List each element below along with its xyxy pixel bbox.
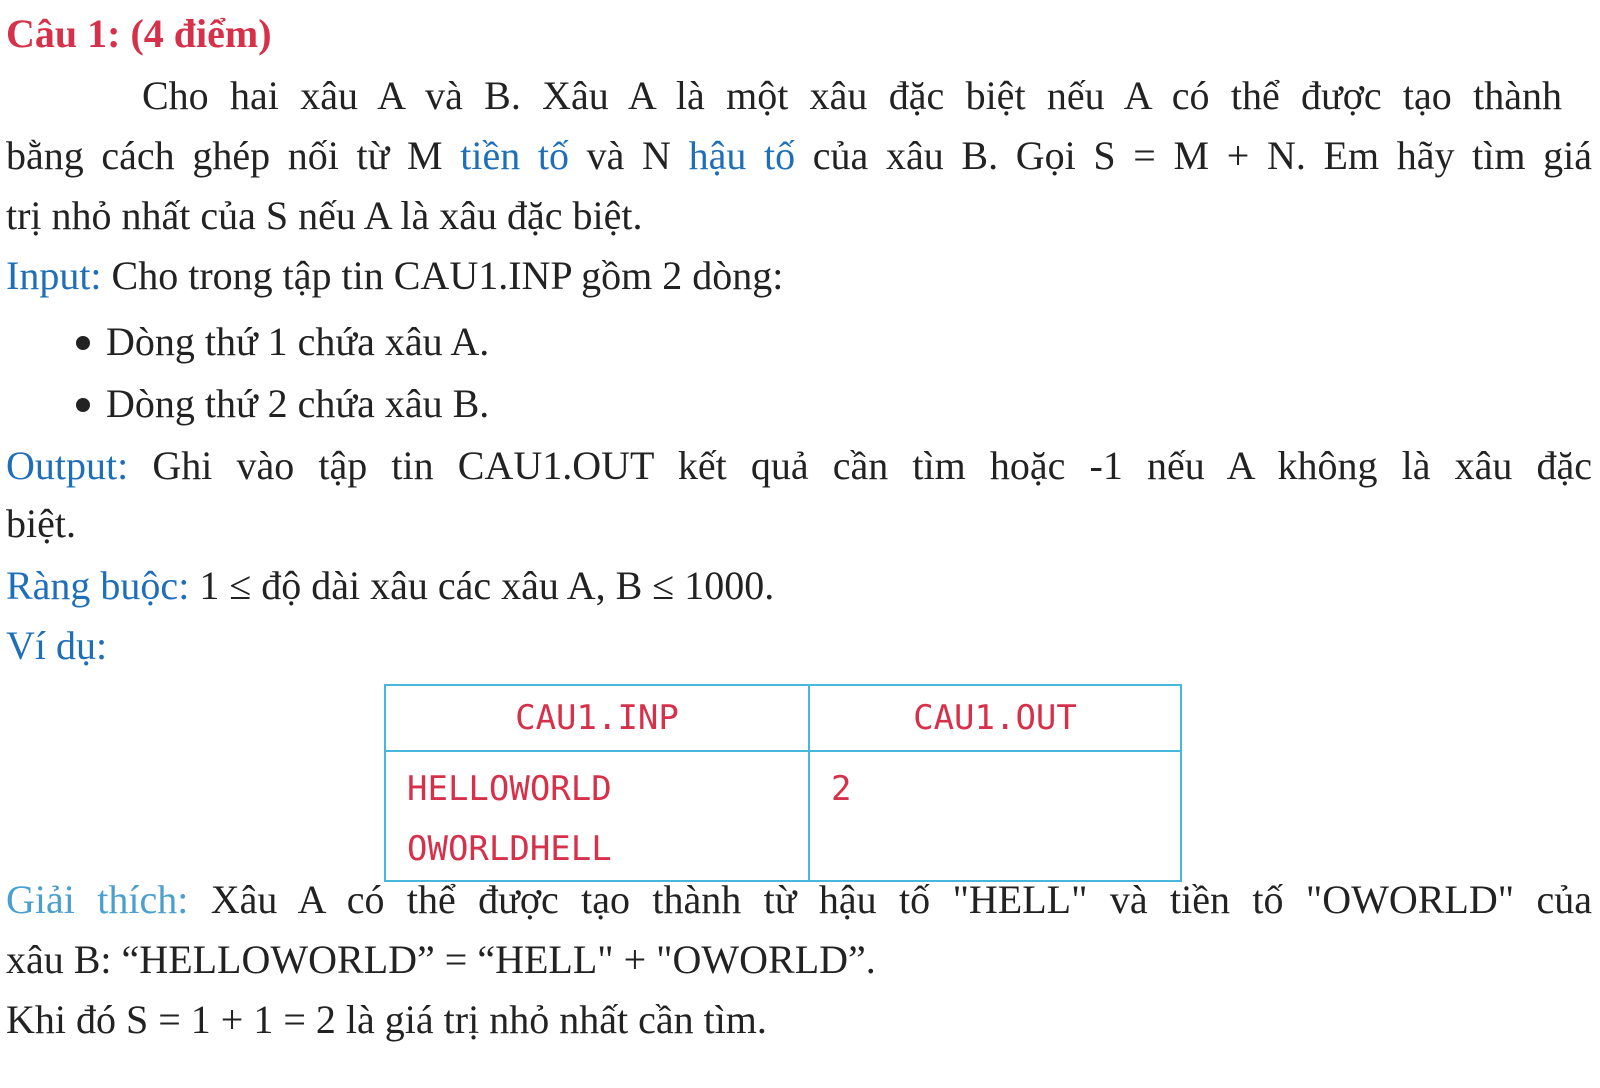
bullet-text: Dòng thứ 1 chứa xâu A. — [106, 319, 490, 364]
constraint-label: Ràng buộc: — [6, 563, 190, 608]
example-table — [384, 684, 1182, 882]
constraint-text: 1 ≤ độ dài xâu các xâu A, B ≤ 1000. — [189, 563, 775, 608]
example-output-line-1: 2 — [831, 769, 852, 809]
conclusion-text: Khi đó S = 1 + 1 = 2 là giá trị nhỏ nhất cần tìm. — [6, 997, 767, 1042]
bullet-icon — [76, 336, 90, 350]
explanation-label: Giải thích: — [6, 877, 189, 922]
statement-line-2-middle: và N — [568, 133, 689, 178]
statement-line-1: Cho hai xâu A và B. Xâu A là một xâu đặc biệt nếu A có thể được tạo thành — [142, 73, 1562, 118]
output-section — [6, 442, 1592, 490]
statement-line-2 — [6, 132, 1592, 180]
explanation-text: Xâu A có thể được tạo thành từ hậu tố "HELL" và tiền tố "OWORLD" của — [188, 877, 1592, 922]
explanation-section — [6, 876, 1592, 924]
example-label: Ví dụ: — [6, 623, 108, 668]
output-label: Output: — [6, 443, 129, 488]
constraint-section — [6, 562, 774, 610]
example-input-cell — [385, 751, 809, 881]
statement-line-2-end: của xâu B. Gọi S = M + N. Em hãy tìm giá — [795, 133, 1593, 178]
example-table-row — [385, 751, 1181, 881]
explanation-text-continued: xâu B: “HELLOWORLD” = “HELL" + "OWORLD”. — [6, 937, 876, 982]
term-prefix: tiền tố — [460, 133, 569, 178]
example-table-header-row — [385, 685, 1181, 751]
term-suffix: hậu tố — [688, 133, 796, 178]
input-section — [6, 252, 783, 300]
example-input-line-1: HELLOWORLD — [407, 769, 612, 809]
bullet-text: Dòng thứ 2 chứa xâu B. — [106, 381, 490, 426]
output-text-continued: biệt. — [6, 501, 76, 546]
statement-line-2-start: bằng cách ghép nối từ M — [6, 133, 461, 178]
input-label: Input: — [6, 253, 102, 298]
output-text: Ghi vào tập tin CAU1.OUT kết quả cần tìm hoặc -1 nếu A không là xâu đặc — [128, 443, 1592, 488]
statement-line-3: trị nhỏ nhất của S nếu A là xâu đặc biệt. — [6, 193, 643, 238]
input-bullet-2 — [76, 380, 489, 428]
header-input-file: CAU1.INP — [385, 685, 809, 751]
question-title: Câu 1: (4 điểm) — [6, 11, 272, 56]
bullet-icon — [76, 398, 90, 412]
input-bullet-1 — [76, 318, 489, 366]
header-output-file: CAU1.OUT — [809, 685, 1181, 751]
example-input-line-2: OWORLDHELL — [407, 829, 612, 869]
input-text: Cho trong tập tin CAU1.INP gồm 2 dòng: — [101, 253, 784, 298]
example-output-cell — [809, 751, 1181, 881]
